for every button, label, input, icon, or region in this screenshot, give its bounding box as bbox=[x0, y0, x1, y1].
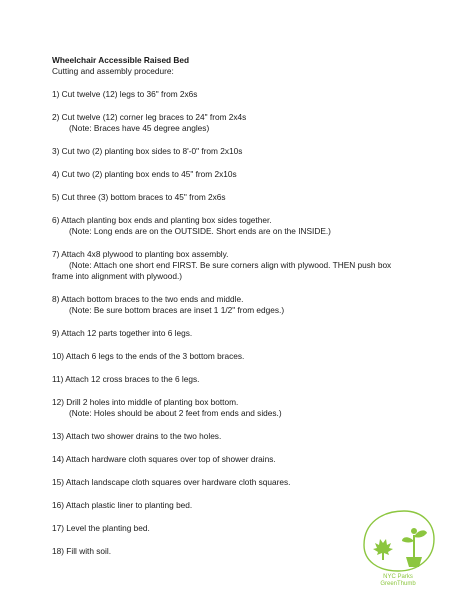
step-note: (Note: Holes should be about 2 feet from ends and sides.) bbox=[69, 408, 282, 418]
step-10 bbox=[52, 351, 432, 362]
step-6 bbox=[52, 215, 432, 237]
step-text: 17) Level the planting bed. bbox=[52, 523, 150, 533]
step-text: 4) Cut two (2) planting box ends to 45" from 2x10s bbox=[52, 169, 237, 179]
step-text: 9) Attach 12 parts together into 6 legs. bbox=[52, 328, 193, 338]
step-9 bbox=[52, 328, 432, 339]
logo-text-greenthumb: GreenThumb bbox=[380, 581, 416, 587]
step-text: 12) Drill 2 holes into middle of planting box bottom. bbox=[52, 397, 239, 407]
step-13 bbox=[52, 431, 432, 442]
step-text: 15) Attach landscape cloth squares over hardware cloth squares. bbox=[52, 477, 291, 487]
step-8 bbox=[52, 294, 432, 316]
step-text: 18) Fill with soil. bbox=[52, 546, 112, 556]
step-text: 3) Cut two (2) planting box sides to 8'-0" from 2x10s bbox=[52, 146, 243, 156]
step-text: 8) Attach bottom braces to the two ends and middle. bbox=[52, 294, 244, 304]
step-note: (Note: Be sure bottom braces are inset 1 1/2" from edges.) bbox=[69, 305, 285, 315]
document-body bbox=[52, 55, 432, 569]
step-text: 16) Attach plastic liner to planting bed. bbox=[52, 500, 193, 510]
document-title: Wheelchair Accessible Raised Bed bbox=[52, 55, 190, 65]
step-text: 11) Attach 12 cross braces to the 6 legs. bbox=[52, 374, 200, 384]
logo-text-nyc-parks: NYC Parks bbox=[383, 574, 413, 580]
step-text: 2) Cut twelve (12) corner leg braces to 24" from 2x4s bbox=[52, 112, 247, 122]
step-14 bbox=[52, 454, 432, 465]
step-2 bbox=[52, 112, 432, 134]
step-text: 6) Attach planting box ends and planting box sides together. bbox=[52, 215, 272, 225]
leaf-and-sprout-icon bbox=[356, 505, 440, 575]
step-note-continued: frame into alignment with plywood.) bbox=[52, 271, 183, 281]
step-11 bbox=[52, 374, 432, 385]
document-subtitle: Cutting and assembly procedure: bbox=[52, 66, 174, 76]
step-text: 5) Cut three (3) bottom braces to 45" from 2x6s bbox=[52, 192, 226, 202]
step-text: 10) Attach 6 legs to the ends of the 3 bottom braces. bbox=[52, 351, 245, 361]
step-text: 1) Cut twelve (12) legs to 36" from 2x6s bbox=[52, 89, 198, 99]
step-1 bbox=[52, 89, 432, 100]
step-note: (Note: Braces have 45 degree angles) bbox=[69, 123, 210, 133]
step-4 bbox=[52, 169, 432, 180]
step-3 bbox=[52, 146, 432, 157]
step-12 bbox=[52, 397, 432, 419]
step-text: 14) Attach hardware cloth squares over top of shower drains. bbox=[52, 454, 276, 464]
step-note: (Note: Long ends are on the OUTSIDE. Short ends are on the INSIDE.) bbox=[69, 226, 331, 236]
step-text: 7) Attach 4x8 plywood to planting box assembly. bbox=[52, 249, 229, 259]
step-text: 13) Attach two shower drains to the two holes. bbox=[52, 431, 222, 441]
step-note: (Note: Attach one short end FIRST. Be sure corners align with plywood. THEN push box bbox=[69, 260, 392, 270]
step-7 bbox=[52, 249, 432, 282]
step-5 bbox=[52, 192, 432, 203]
nyc-parks-greenthumb-logo bbox=[356, 505, 440, 589]
step-15 bbox=[52, 477, 432, 488]
